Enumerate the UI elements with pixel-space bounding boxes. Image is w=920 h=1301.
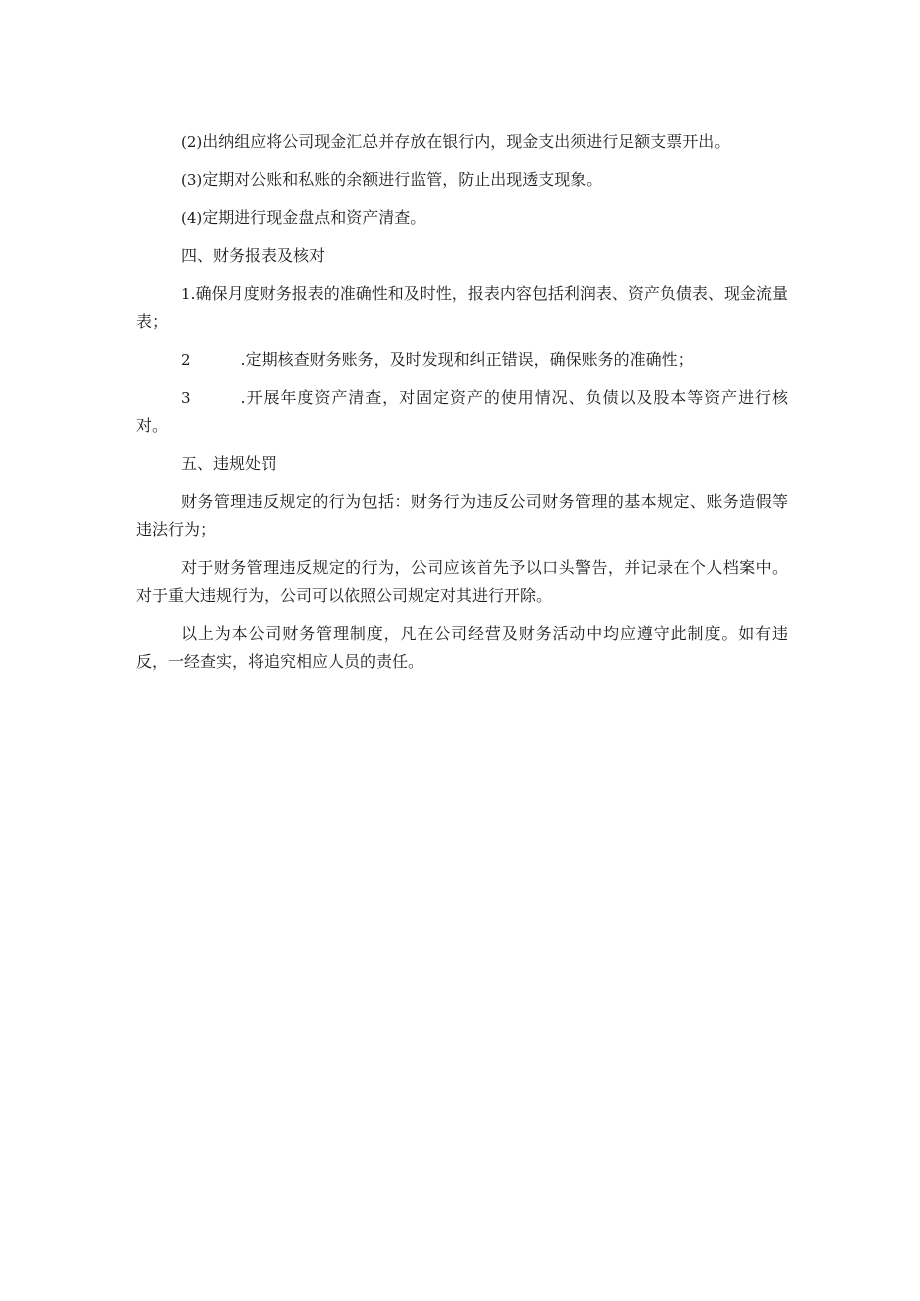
section5-paragraph-3: 以上为本公司财务管理制度，凡在公司经营及财务活动中均应遵守此制度。如有违反，一经查实，将追究相应人员的责任。 [136,624,788,671]
item-text: 定期对公账和私账的余额进行监管，防止出现透支现象。 [202,170,603,189]
item-number: 3 [181,389,191,407]
section4-paragraph-1 [136,280,788,336]
section-heading-4: 四、财务报表及核对 [181,246,326,265]
item-number: (4) [181,209,203,227]
section4-paragraph-3 [136,384,788,440]
item-text: .开展年度资产清查，对固定资产的使用情况、负债以及股本等资产进行核对。 [136,388,788,435]
item-text: 出纳组应将公司现金汇总并存放在银行内，现金支出须进行足额支票开出。 [202,132,731,151]
section-heading-5: 五、违规处罚 [181,454,278,473]
item-number: (3) [181,171,203,189]
section5-paragraph-1: 财务管理违反规定的行为包括：财务行为违反公司财务管理的基本规定、账务造假等违法行为； [136,492,788,539]
item-number: 2 [181,351,191,369]
item-text: 定期进行现金盘点和资产清查。 [202,208,427,227]
list-item-3 [136,166,788,194]
document-page [136,128,788,686]
section4-paragraph-2 [136,346,788,374]
list-item-2 [136,128,788,156]
item-text: .确保月度财务报表的准确性和及时性，报表内容包括利润表、资产负债表、现金流量表； [136,284,788,331]
item-number: (2) [181,133,203,151]
item-number: 1 [181,285,191,303]
list-item-4 [136,204,788,232]
section5-paragraph-2: 对于财务管理违反规定的行为，公司应该首先予以口头警告，并记录在个人档案中。对于重大违规行为，公司可以依照公司规定对其进行开除。 [136,558,788,605]
item-text: .定期核查财务账务，及时发现和纠正错误，确保账务的准确性； [240,350,694,369]
